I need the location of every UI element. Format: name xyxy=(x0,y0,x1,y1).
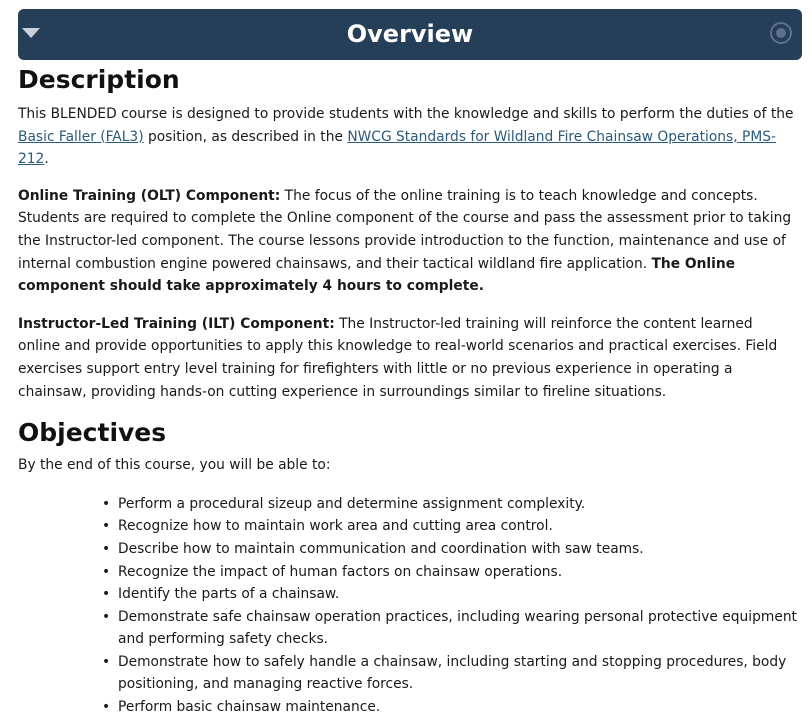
ilt-paragraph xyxy=(18,313,798,403)
olt-text: The focus of the online training is to teach knowledge and concepts. Students are required to complete the Online component of the course and pass the assessment prior to taking the Instructor-led component. The course lessons provide introduction to the function, maintenance and use of internal combustion engine powered chainsaws, and their tactical wildland fire application. xyxy=(18,187,792,272)
objective-item: • Describe how to maintain communication and coordination with saw teams. xyxy=(118,538,798,561)
nwcg-standards-link[interactable]: NWCG Standards for Wildland Fire Chainsaw Operations, PMS-212 xyxy=(18,128,776,168)
description-intro xyxy=(18,103,798,171)
overview-header[interactable] xyxy=(18,9,802,60)
objective-item: • Recognize the impact of human factors on chainsaw operations. xyxy=(118,561,798,584)
objective-item: • Demonstrate safe chainsaw operation practices, including wearing personal protective equipment and performing safety checks. xyxy=(118,606,798,651)
radio-target-icon[interactable] xyxy=(770,22,792,44)
ilt-text: The Instructor-led training will reinforce the content learned online and provide opportunities to apply this knowledge to real-world scenarios and practical exercises. Field exercises support entry level training for firefighters with little or no previous experience in operating a chainsaw, providing hands-on cutting experience in surroundings similar to fireline situations. xyxy=(18,315,778,400)
objectives-intro: By the end of this course, you will be able to: xyxy=(18,457,331,474)
olt-emphasis: The Online component should take approximately 4 hours to complete. xyxy=(18,255,736,295)
intro-text-end: . xyxy=(44,151,49,168)
overview-content xyxy=(18,62,798,719)
olt-paragraph xyxy=(18,185,798,298)
objectives-heading: Objectives xyxy=(18,418,167,448)
objective-item: • Identify the parts of a chainsaw. xyxy=(118,583,798,606)
intro-text-middle: position, as described in the xyxy=(143,128,348,145)
objective-item: • Perform a procedural sizeup and determine assignment complexity. xyxy=(118,493,798,516)
objectives-list xyxy=(18,493,798,719)
header-title: Overview xyxy=(346,20,474,48)
objective-item: • Recognize how to maintain work area and cutting area control. xyxy=(118,515,798,538)
objective-item: • Demonstrate how to safely handle a chainsaw, including starting and stopping procedures, body positioning, and managing reactive forces. xyxy=(118,651,798,696)
olt-label: Online Training (OLT) Component: xyxy=(18,187,281,204)
description-heading: Description xyxy=(18,65,180,94)
ilt-label: Instructor-Led Training (ILT) Component: xyxy=(18,315,335,332)
objective-item: • Perform basic chainsaw maintenance. xyxy=(118,696,798,719)
basic-faller-link[interactable]: Basic Faller (FAL3) xyxy=(18,128,144,145)
intro-text-start: This BLENDED course is designed to provide students with the knowledge and skills to perform the duties of the xyxy=(18,106,794,122)
